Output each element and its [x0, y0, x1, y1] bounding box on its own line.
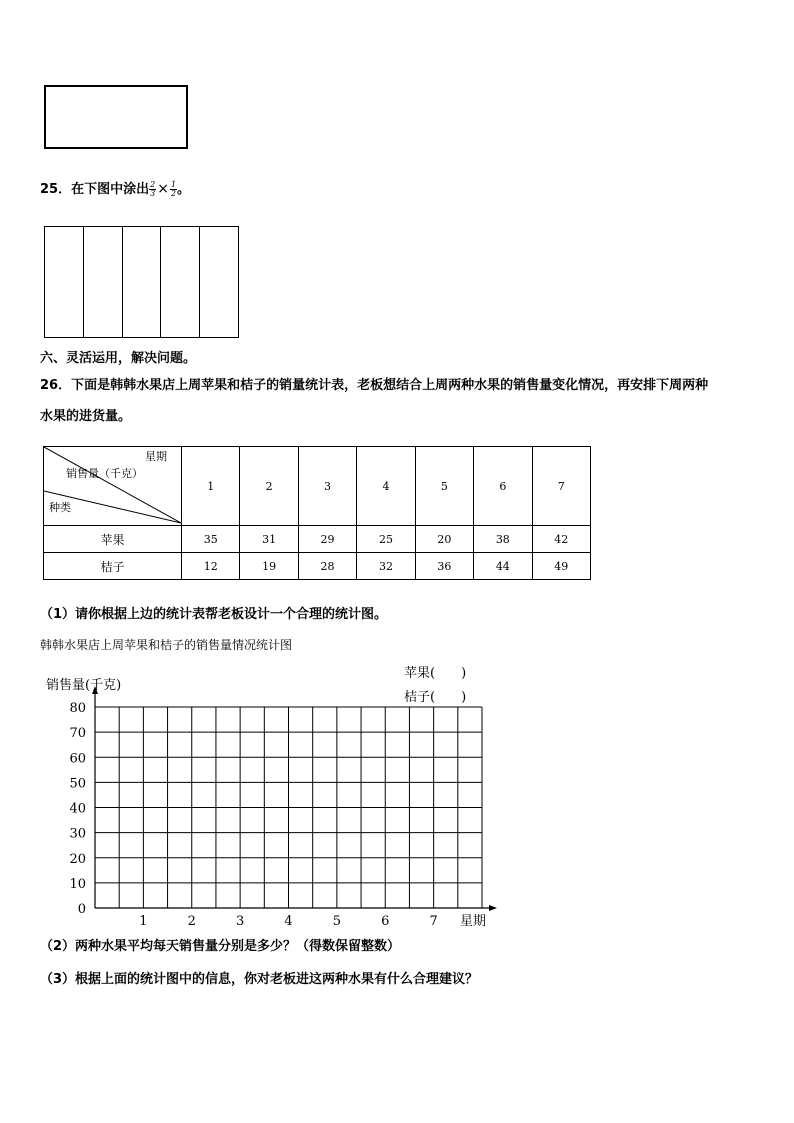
sales-table — [43, 446, 591, 580]
chart-labels — [46, 677, 486, 929]
x-tick-label: 4 — [284, 914, 293, 929]
table-cell: 44 — [474, 553, 532, 580]
day-header: 6 — [474, 447, 532, 526]
table-cell: 35 — [182, 526, 240, 553]
period: 。 — [177, 182, 191, 197]
table-cell: 36 — [415, 553, 473, 580]
y-tick-label: 70 — [69, 726, 86, 742]
question-text: 在下图中涂出 — [71, 182, 150, 197]
fraction-denominator: 2 — [170, 189, 177, 198]
x-tick-label: 7 — [429, 914, 438, 929]
table-cell: 19 — [240, 553, 298, 580]
table-cell: 42 — [532, 526, 590, 553]
sub-question-2: （2）两种水果平均每天销售量分别是多少？（得数保留整数） — [40, 939, 401, 954]
table-cell: 38 — [474, 526, 532, 553]
day-header: 3 — [298, 447, 356, 526]
diagonal-header-cell — [44, 447, 182, 526]
day-header: 5 — [415, 447, 473, 526]
chart-title: 韩韩水果店上周苹果和桔子的销售量情况统计图 — [40, 638, 293, 652]
fraction-numerator: 1 — [170, 180, 177, 189]
table-cell: 25 — [357, 526, 415, 553]
y-axis-label: 销售量(千克) — [46, 678, 122, 693]
question-number: 25． — [40, 182, 72, 197]
header-week: 星期 — [145, 450, 167, 463]
strip-part[interactable] — [161, 227, 200, 337]
fraction-strip[interactable] — [44, 226, 239, 338]
x-tick-label: 3 — [235, 914, 245, 929]
question-26-line2: 水果的进货量。 — [40, 409, 132, 424]
x-tick-label: 6 — [381, 914, 390, 929]
table-cell: 29 — [298, 526, 356, 553]
strip-part[interactable] — [123, 227, 162, 337]
legend-apple[interactable]: 苹果( ) — [404, 666, 467, 681]
row-label: 桔子 — [44, 553, 182, 580]
line-chart[interactable] — [40, 670, 510, 932]
table-cell: 31 — [240, 526, 298, 553]
strip-part[interactable] — [200, 227, 238, 337]
x-axis-label: 星期 — [460, 914, 487, 929]
question-25 — [40, 178, 190, 198]
y-tick-label: 0 — [77, 902, 86, 917]
y-tick-label: 10 — [69, 876, 86, 892]
table-cell: 28 — [298, 553, 356, 580]
question-26-line1: 26．下面是韩韩水果店上周苹果和桔子的销量统计表，老板想结合上周两种水果的销售量变化情况，再安排下周两种 — [40, 378, 709, 393]
y-tick-label: 20 — [69, 851, 86, 867]
header-kind: 种类 — [49, 501, 71, 514]
chart-axes — [92, 686, 497, 911]
table-row-orange — [44, 553, 591, 580]
fraction-denominator: 3 — [150, 189, 156, 198]
table-cell: 49 — [532, 553, 590, 580]
y-tick-label: 50 — [69, 776, 86, 792]
y-tick-label: 60 — [69, 751, 86, 767]
table-row-apple — [44, 526, 591, 553]
x-tick-label: 5 — [332, 914, 342, 929]
chart-grid — [95, 707, 482, 908]
y-tick-label: 30 — [69, 826, 86, 842]
times-sign: × — [157, 181, 169, 197]
legend-orange[interactable]: 桔子( ) — [404, 690, 467, 705]
section-title: 六、灵活运用，解决问题。 — [40, 351, 197, 366]
day-header: 2 — [240, 447, 298, 526]
table-cell: 20 — [415, 526, 473, 553]
day-header: 7 — [532, 447, 590, 526]
sub-question-1: （1）请你根据上边的统计表帮老板设计一个合理的统计图。 — [40, 607, 388, 622]
y-tick-label: 40 — [69, 801, 86, 817]
table-header-row — [44, 447, 591, 526]
x-tick-label: 2 — [187, 914, 196, 929]
day-header: 4 — [357, 447, 415, 526]
sub-question-3: （3）根据上面的统计图中的信息，你对老板进这两种水果有什么合理建议？ — [40, 972, 479, 987]
header-sales: 销售量（千克） — [66, 467, 143, 480]
table-cell: 32 — [357, 553, 415, 580]
table-cell: 12 — [182, 553, 240, 580]
x-tick-label: 1 — [139, 914, 148, 929]
answer-box — [44, 85, 188, 149]
fraction-numerator: 2 — [150, 180, 156, 189]
row-label: 苹果 — [44, 526, 182, 553]
x-axis-arrow — [489, 905, 497, 911]
strip-part[interactable] — [84, 227, 123, 337]
day-header: 1 — [182, 447, 240, 526]
y-tick-label: 80 — [69, 701, 86, 716]
strip-part[interactable] — [45, 227, 84, 337]
fraction-one-half — [170, 181, 177, 198]
